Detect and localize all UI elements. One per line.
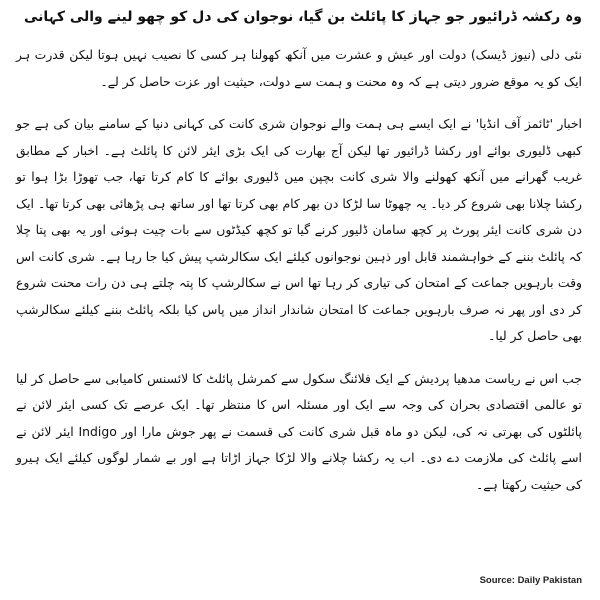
article-title: وہ رکشہ ڈرائیور جو جہاز کا پائلٹ بن گیا، نوجوان کی دل کو چھو لینے والی کہانی [23, 9, 582, 25]
source-credit: Source: Daily Pakistan [479, 575, 582, 586]
article-paragraph-story: اخبار 'ٹائمز آف انڈیا' نے ایک ایسے ہی ہمت والے نوجوان شری کانت کی کہانی دنیا کے سامنے بیان کی ہے جو کبھی ڈلیوری بوائے اور رکشا ڈرائیور تھا لیکن آج بھارت کی ایک بڑی ایئر لائن کا پائلٹ ہے۔ اخبار کے مطابق غریب گھرانے میں آنکھ کھولنے والا شری کانت بچپن میں ڈلیوری بوائے کا کام کرتا تھا، جب تھوڑا بڑا ہوا تو رکشا چلانا بھی شروع کر دیا۔ یہ چھوٹا سا لڑکا دن بھر کام بھی کرتا تھا اور ساتھ ہی پڑھائی بھی کرتا تھا۔ ایک دن شری کانت ایئر پورٹ پر کچھ سامان ڈلیور کرنے گیا تو کچھ کیڈٹوں سے بات چیت ہوئی اور یہ بھی پتا چلا کہ پائلٹ بننے کے خواہشمند قابل اور ذہین نوجوانوں کیلئے ایک سکالرشپ پیش کیا جا رہا ہے۔ شری کانت اس وقت بارہویں جماعت کے امتحان کی تیاری کر رہا تھا اس نے سکالرشپ کا پتہ چلتے ہی دن رات محنت شروع کر دی اور پھر نہ صرف بارہویں جماعت کا امتحان شاندار انداز میں پاس کیا بلکہ پائلٹ بننے کیلئے سکالرشپ بھی حاصل کر لیا۔ [16, 116, 582, 343]
article-paragraph-conclusion: جب اس نے ریاست مدھیا پردیش کے ایک فلائنگ سکول سے کمرشل پائلٹ کا لائسنس کامیابی سے حاصل کر لیا تو عالمی اقتصادی بحران کی وجہ سے ایک اور مسئلہ اس کا منتظر تھا۔ ایک عرصے تک کسی ایئر لائن نے پائلٹوں کی بھرتی نہ کی، لیکن دو ماہ قبل شری کانت کی قسمت نے پھر جوش مارا اور Indigo ایئر لائن نے اسے پائلٹ کی ملازمت دے دی۔ اب یہ رکشا چلانے والا لڑکا جہاز اڑاتا ہے اور بے شمار لوگوں کیلئے ایک ہیرو کی حیثیت رکھتا ہے۔ [16, 370, 582, 492]
article-paragraph-intro: نئی دلی (نیوز ڈیسک) دولت اور عیش و عشرت میں آنکھ کھولنا ہر کسی کا نصیب نہیں ہوتا لیکن قدرت ہر ایک کو یہ موقع ضرور دیتی ہے کہ وہ محنت و ہمت سے دولت، حیثیت اور عزت حاصل کر لے۔ [16, 47, 582, 89]
